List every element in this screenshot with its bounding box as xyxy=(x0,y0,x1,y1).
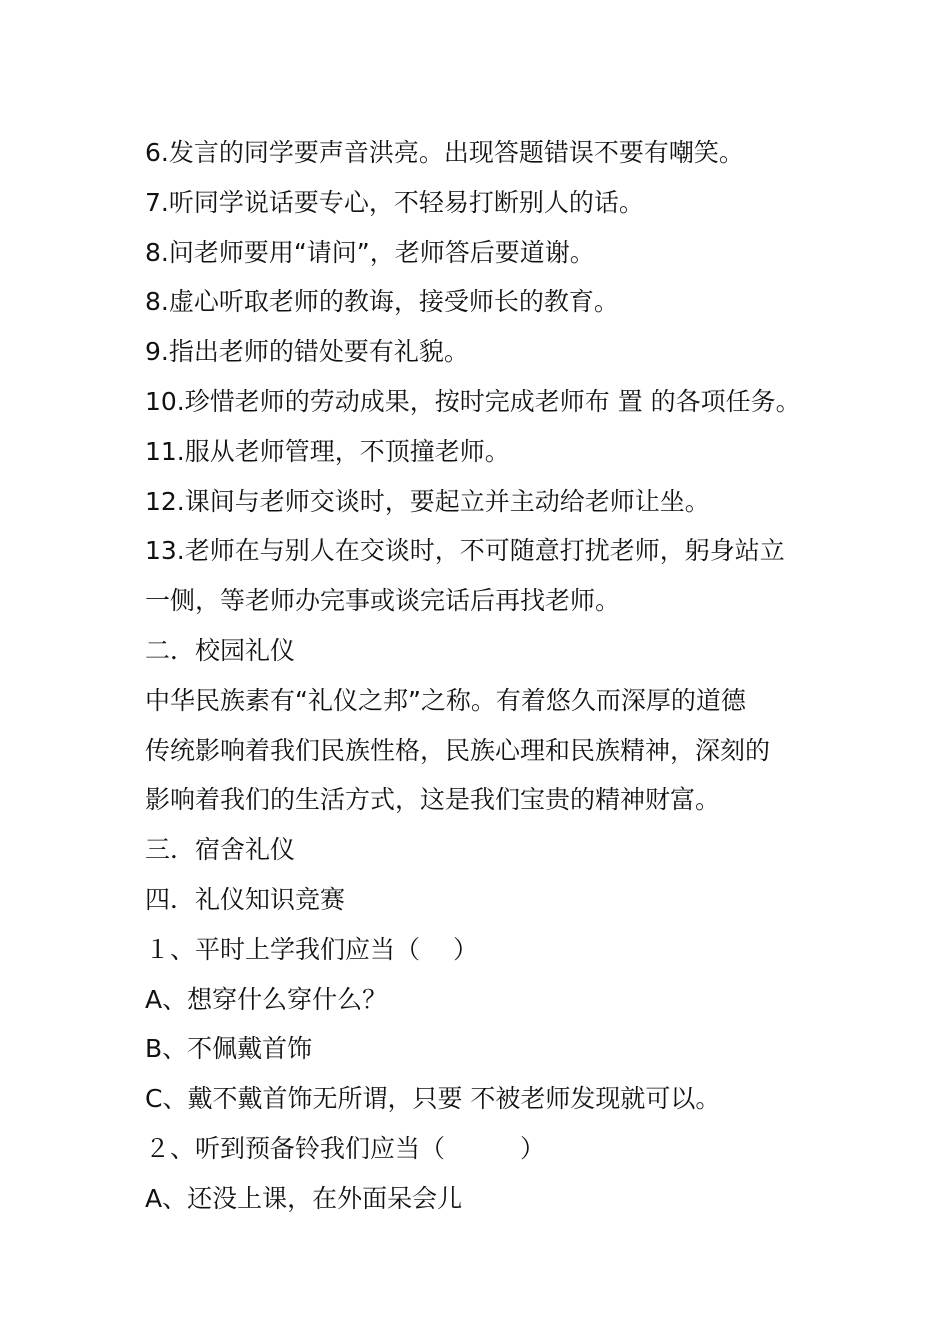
quiz-q2-option-a: A、还没上课，在外面呆会儿 xyxy=(145,1183,463,1213)
campus-paragraph-line3: 影响着我们的生活方式，这是我们宝贵的精神财富。 xyxy=(145,785,721,815)
rule-item-12: 12.课间与老师交谈时，要起立并主动给老师让坐。 xyxy=(145,486,710,516)
section-heading-campus: 二．校园礼仪 xyxy=(145,635,296,665)
quiz-q1-option-c: C、戴不戴首饰无所谓，只要 不被老师发现就可以。 xyxy=(145,1084,721,1114)
section-heading-dorm: 三．宿舍礼仪 xyxy=(145,835,296,865)
campus-paragraph-line2: 传统影响着我们民族性格，民族心理和民族精神，深刻的 xyxy=(145,735,771,765)
campus-paragraph-line1: 中华民族素有“礼仪之邦”之称。有着悠久而深厚的道德 xyxy=(145,685,746,715)
quiz-question-2: ２、听到预备铃我们应当（ ） xyxy=(145,1133,546,1163)
rule-item-11: 11.服从老师管理，不顶撞老师。 xyxy=(145,436,510,466)
section-heading-quiz: 四．礼仪知识竞赛 xyxy=(145,884,346,914)
rule-item-13-line2: 一侧，等老师办完事或谈完话后再找老师。 xyxy=(145,586,621,616)
rule-item-6: 6.发言的同学要声音洪亮。出现答题错误不要有嘲笑。 xyxy=(145,138,744,167)
quiz-question-1: １、平时上学我们应当（ ） xyxy=(145,934,478,964)
rule-item-13-line1: 13.老师在与别人在交谈时，不可随意打扰老师，躬身站立 xyxy=(145,536,785,566)
rule-item-9: 9.指出老师的错处要有礼貌。 xyxy=(145,337,469,367)
rule-item-10: 10.珍惜老师的劳动成果，按时完成老师布 置 的各项任务。 xyxy=(145,386,801,416)
rule-item-7: 7.听同学说话要专心，不轻易打断别人的话。 xyxy=(145,187,644,217)
quiz-q1-option-a: A、想穿什么穿什么？ xyxy=(145,984,388,1014)
rule-item-8b: 8.虚心听取老师的教诲，接受师长的教育。 xyxy=(145,287,619,317)
quiz-q1-option-b: B、不佩戴首饰 xyxy=(145,1034,313,1064)
document-body xyxy=(145,128,815,1224)
rule-item-8a: 8.问老师要用“请问”，老师答后要道谢。 xyxy=(145,237,595,267)
